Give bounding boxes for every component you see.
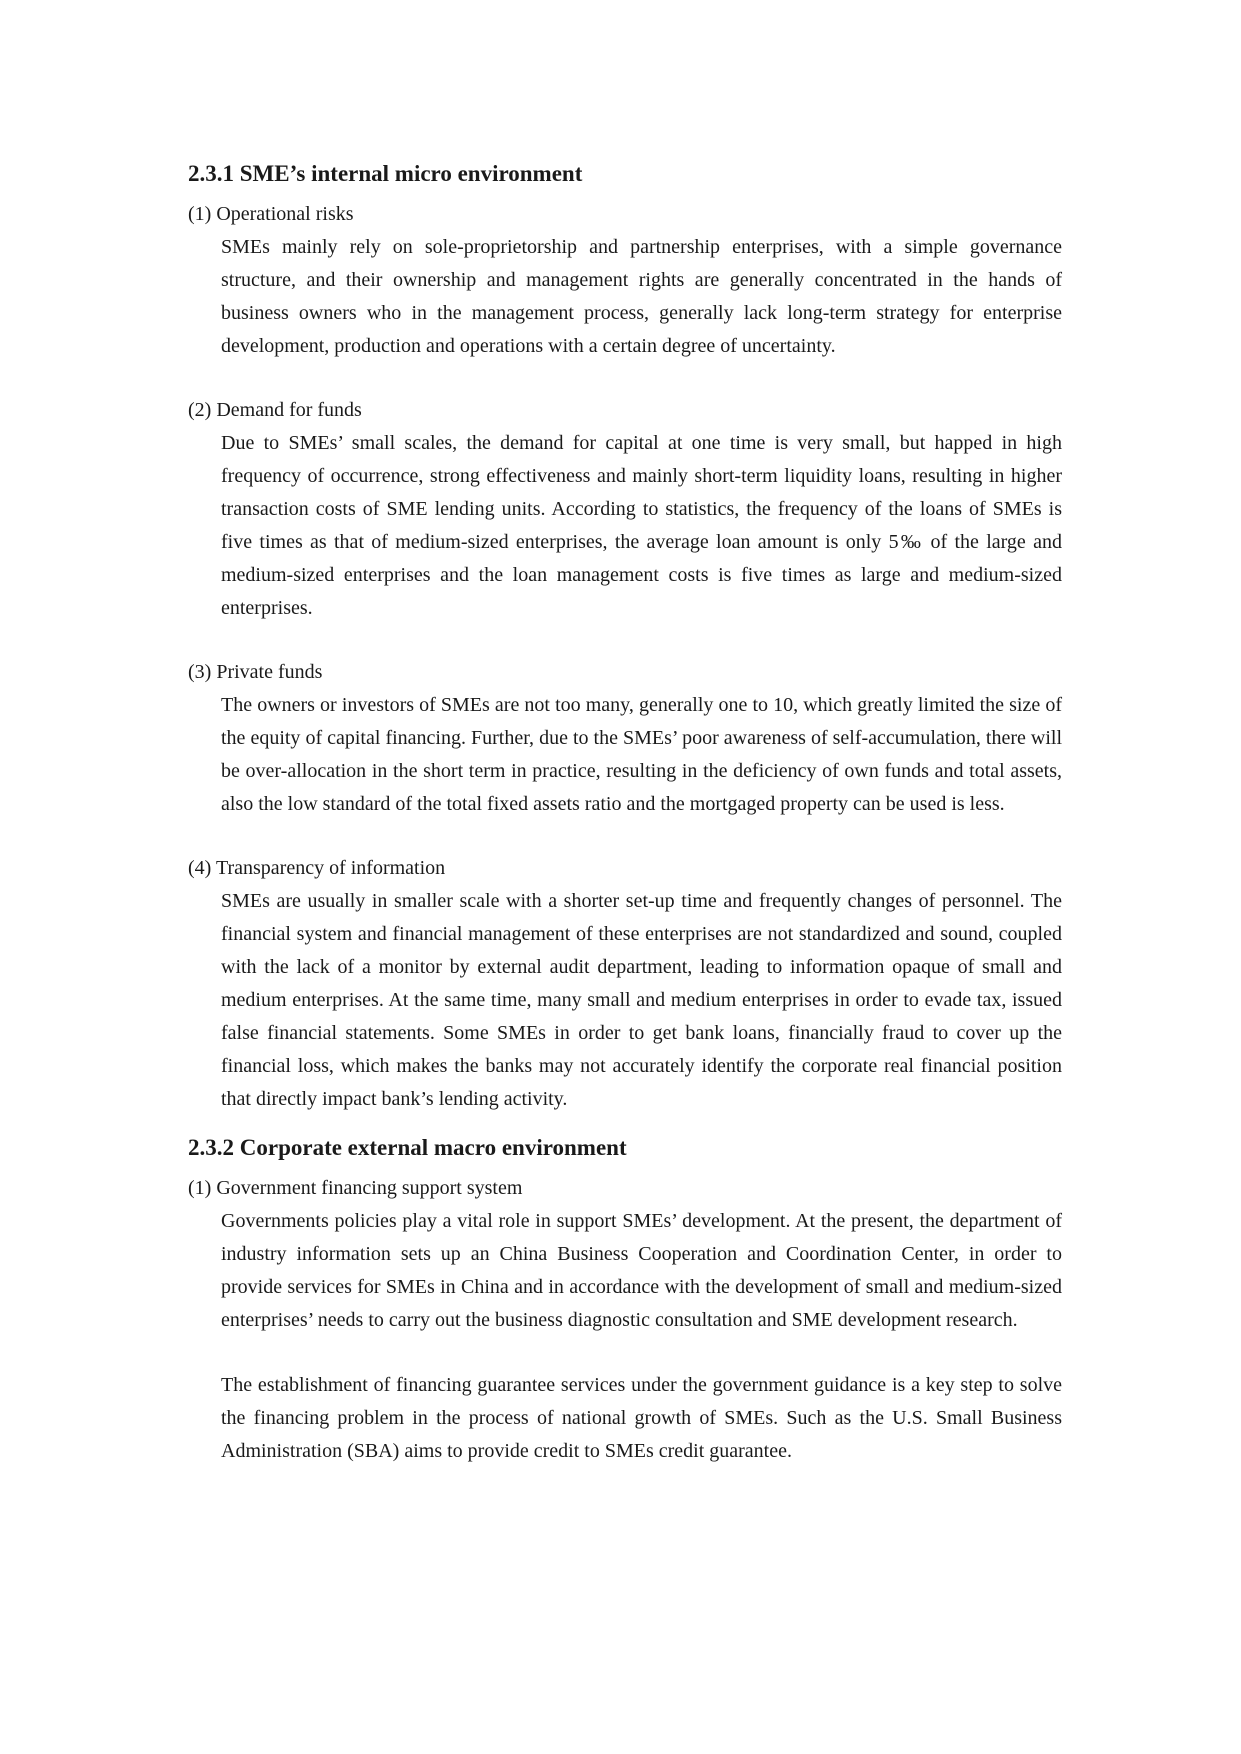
item-paragraph: The establishment of financing guarantee services under the government guidance is a key step to solve the financing problem in the process of national growth of SMEs. Such as the U.S. Small Business Administration (SBA) aims to provide credit to SMEs credit guarantee. <box>221 1374 1062 1462</box>
document-page <box>188 158 1062 1468</box>
item-demand-for-funds <box>188 394 1062 625</box>
item-paragraph: SMEs are usually in smaller scale with a shorter set-up time and frequently changes of personnel. The financial system and financial management of these enterprises are not standardized and sound, coupled with the lack of a monitor by external audit department, leading to information opaque of small and medium enterprises. At the same time, many small and medium enterprises in order to evade tax, issued false financial statements. Some SMEs in order to get bank loans, financially fraud to cover up the financial loss, which makes the banks may not accurately identify the corporate real financial position that directly impact bank’s lending activity. <box>221 890 1062 1110</box>
item-government-support <box>188 1172 1062 1468</box>
section-heading-external: 2.3.2 Corporate external macro environment <box>188 1135 627 1160</box>
item-title: (1) Operational risks <box>188 203 354 225</box>
item-title: (4) Transparency of information <box>188 857 446 879</box>
item-title: (1) Government financing support system <box>188 1177 523 1199</box>
item-transparency <box>188 852 1062 1116</box>
section-heading-internal: 2.3.1 SME’s internal micro environment <box>188 161 583 186</box>
item-operational-risks <box>188 198 1062 363</box>
paragraph-gap <box>188 1337 1062 1369</box>
item-paragraph: Governments policies play a vital role in support SMEs’ development. At the present, the department of industry information sets up an China Business Cooperation and Coordination Center, in order to provide services for SMEs in China and in accordance with the development of small and medium-sized enterprises’ needs to carry out the business diagnostic consultation and SME development research. <box>221 1210 1062 1331</box>
item-paragraph: SMEs mainly rely on sole-proprietorship and partnership enterprises, with a simple governance structure, and their ownership and management rights are generally concentrated in the hands of business owners who in the management process, generally lack long-term strategy for enterprise development, production and operations with a certain degree of uncertainty. <box>221 236 1062 357</box>
item-paragraph: The owners or investors of SMEs are not too many, generally one to 10, which greatly limited the size of the equity of capital financing. Further, due to the SMEs’ poor awareness of self-accumulation, there will be over-allocation in the short term in practice, resulting in the deficiency of own funds and total assets, also the low standard of the total fixed assets ratio and the mortgaged property can be used is less. <box>221 694 1062 815</box>
item-paragraph: Due to SMEs’ small scales, the demand for capital at one time is very small, but happed in high frequency of occurrence, strong effectiveness and mainly short-term liquidity loans, resulting in higher transaction costs of SME lending units. According to statistics, the frequency of the loans of SMEs is five times as that of medium-sized enterprises, the average loan amount is only 5‰ of the large and medium-sized enterprises and the loan management costs is five times as large and medium-sized enterprises. <box>221 432 1062 619</box>
item-private-funds <box>188 656 1062 821</box>
item-title: (2) Demand for funds <box>188 399 362 421</box>
item-title: (3) Private funds <box>188 661 323 683</box>
